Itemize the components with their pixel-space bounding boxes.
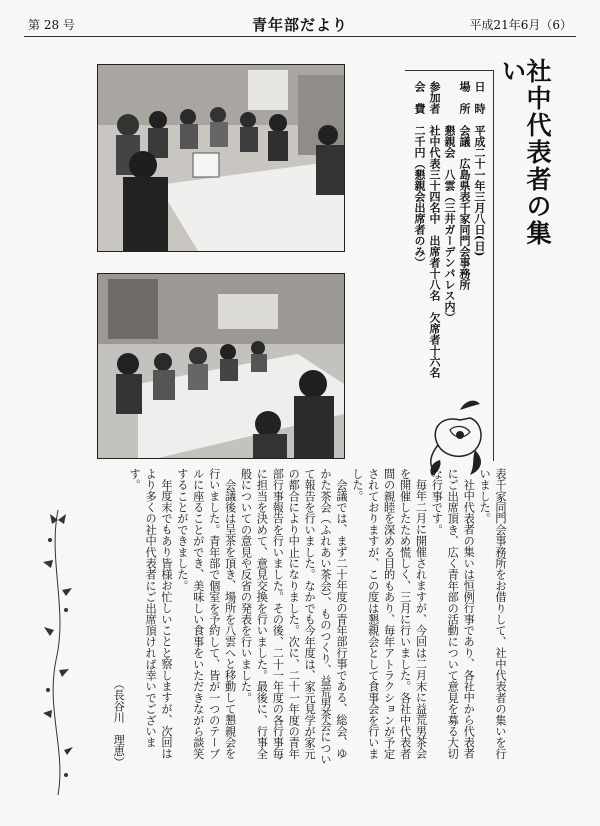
paragraph-4: 会議では、まず二十年度の青年部行事である、総会、ゆかた茶会（ふれあい茶会）、ものつくり、益荒男茶会について報告を行いました。なかでも今年度は、家元見学が家元の都合により中止になりました。次に、二十一年度の青年部行事報告を行いました。その後、二十一年度の各行事毎に担当を決めて、意見交換を行いました。最後に、行事全般についての意見や反省の発表を行いました。 [239, 468, 348, 765]
paragraph-2: 社中代表者の集いは恒例行事であり、各社中から代表者にご出席頂き、広く青年部の活動について意見を募る大切な行事です。 [430, 468, 476, 760]
info-row-party: 懇親会 八雲（三井ガーデンパレス内） [443, 125, 456, 323]
vine-decoration [28, 500, 88, 800]
issue-number: 第 28 号 [28, 18, 75, 32]
paragraph-1: 表千家同門会事務所をお借りして、社中代表者の集いを行いました。 [478, 468, 507, 760]
info-row-attendees: 参加者 社中代表三十四名中 出席者十八名 欠席者十六名 [428, 81, 441, 378]
info-row-date: 日 時 平成二十一年三月八日(日) [473, 81, 486, 257]
author: （長谷川 理恵） [112, 678, 126, 768]
article-body [112, 468, 508, 768]
paragraph-5: 会議後は呈茶を頂き、場所を八雲へと移動して懇親会を行いました。青年部で個室を予約して、皆が一つのテーブルに座ることができ、美味しい食事をいただきながら談笑することができました。 [175, 468, 237, 760]
info-row-place: 場 所 会議 広島県表千家同門会事務所 [458, 81, 471, 290]
issue-date: 平成21年6月（6） [469, 18, 572, 32]
newsletter-title: 青年部だより [251, 16, 348, 34]
paragraph-6: 年度末でもあり皆様お忙しいことと察しますが、次回はより多くの社中代表者にご出席頂ければ幸いでございます。 [128, 468, 173, 760]
paragraph-3: 毎年二月に開催されますが、今回は二月末に益荒男茶会を開催したため慌しく、三月に行いました。各社中代表者間の親睦を深める目的もあり、毎年アトラクションが予定されておりますが、この度は懇親会として食事会を行いました。 [350, 468, 428, 760]
article-title: 社中代表者の集い [498, 58, 552, 247]
meeting-photo-bottom [97, 273, 345, 459]
page-header [24, 14, 576, 37]
meeting-photo-top [97, 64, 345, 252]
camellia-illustration [420, 390, 500, 480]
info-row-fee: 会 費 二千円（懇親会出席者のみ） [413, 81, 426, 268]
